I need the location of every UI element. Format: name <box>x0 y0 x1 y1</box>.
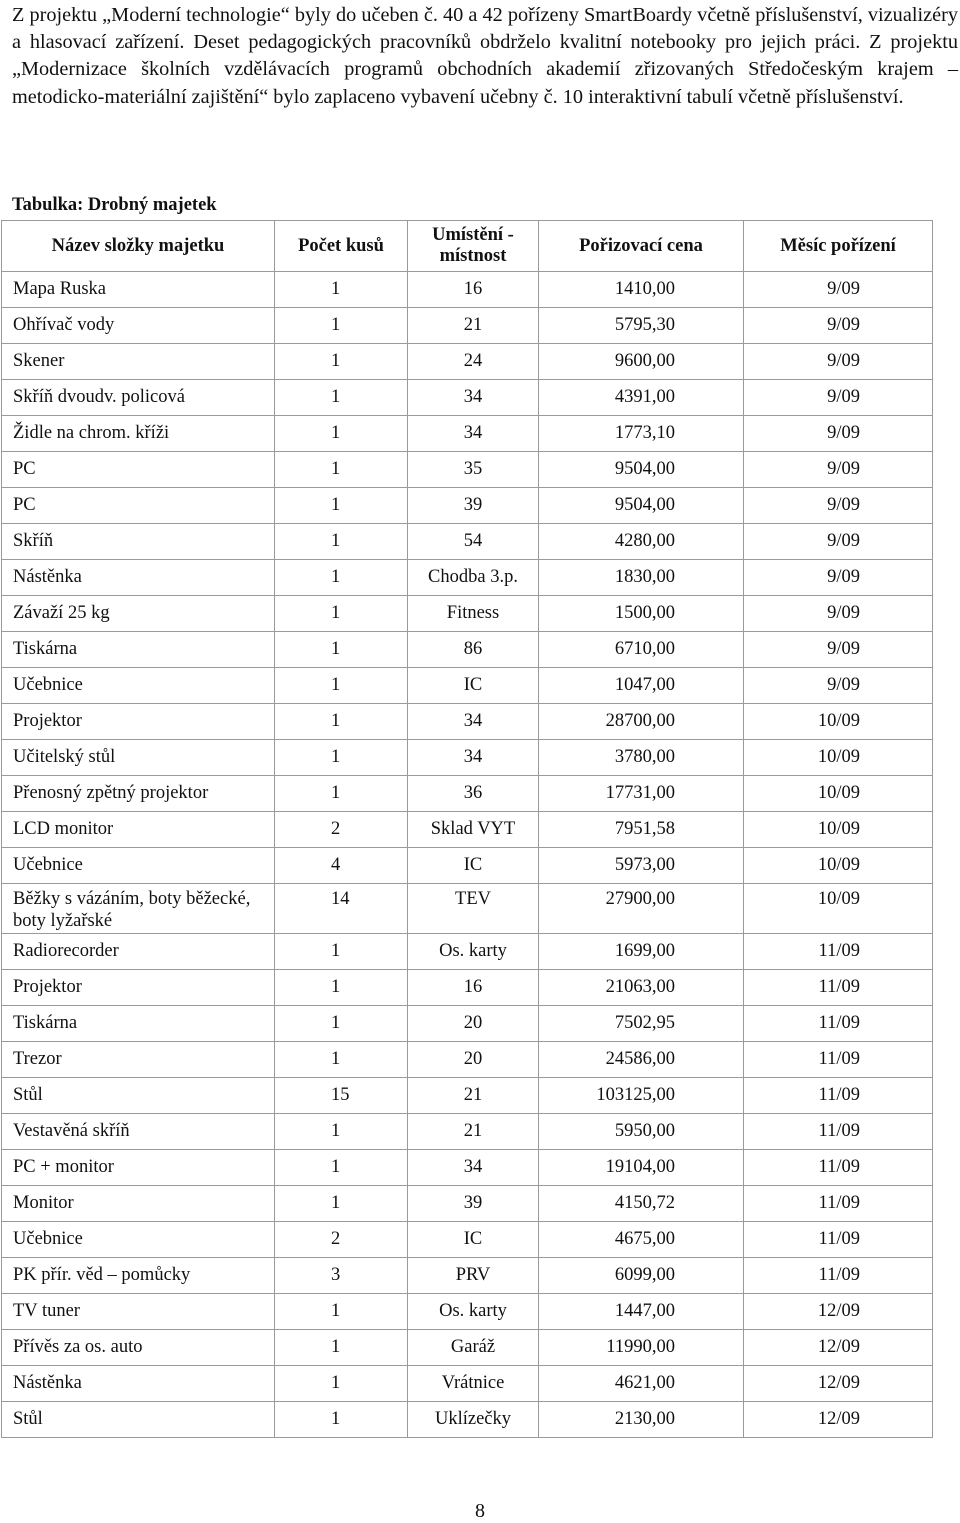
asset-table <box>1 220 933 1438</box>
cell-name: Mapa Ruska <box>2 272 275 308</box>
cell-quantity: 1 <box>275 452 408 488</box>
cell-location: 20 <box>408 1042 539 1078</box>
table-row <box>2 1186 933 1222</box>
cell-month: 9/09 <box>744 416 933 452</box>
cell-name: Skříň dvoudv. policová <box>2 380 275 416</box>
cell-month: 9/09 <box>744 596 933 632</box>
table-row <box>2 524 933 560</box>
cell-location: 39 <box>408 1186 539 1222</box>
cell-month: 11/09 <box>744 1186 933 1222</box>
cell-name: Stůl <box>2 1402 275 1438</box>
cell-quantity: 1 <box>275 596 408 632</box>
table-row <box>2 1402 933 1438</box>
cell-month: 10/09 <box>744 884 933 934</box>
cell-location: Os. karty <box>408 1294 539 1330</box>
cell-quantity: 1 <box>275 1042 408 1078</box>
cell-name: Stůl <box>2 1078 275 1114</box>
table-row <box>2 416 933 452</box>
cell-location: Garáž <box>408 1330 539 1366</box>
cell-quantity: 4 <box>275 848 408 884</box>
cell-name: Učebnice <box>2 1222 275 1258</box>
cell-price: 27900,00 <box>539 884 744 934</box>
cell-month: 11/09 <box>744 1006 933 1042</box>
cell-location: 34 <box>408 380 539 416</box>
cell-price: 6099,00 <box>539 1258 744 1294</box>
table-row <box>2 812 933 848</box>
cell-location: 39 <box>408 488 539 524</box>
cell-location: IC <box>408 848 539 884</box>
cell-month: 12/09 <box>744 1330 933 1366</box>
cell-month: 9/09 <box>744 488 933 524</box>
cell-quantity: 3 <box>275 1258 408 1294</box>
cell-quantity: 1 <box>275 704 408 740</box>
cell-month: 11/09 <box>744 1150 933 1186</box>
cell-price: 28700,00 <box>539 704 744 740</box>
table-row <box>2 1114 933 1150</box>
cell-location: 34 <box>408 416 539 452</box>
cell-location: IC <box>408 1222 539 1258</box>
cell-quantity: 2 <box>275 812 408 848</box>
cell-name: Závaží 25 kg <box>2 596 275 632</box>
cell-location: 36 <box>408 776 539 812</box>
cell-month: 12/09 <box>744 1402 933 1438</box>
cell-quantity: 1 <box>275 560 408 596</box>
cell-name: PK přír. věd – pomůcky <box>2 1258 275 1294</box>
cell-name: PC <box>2 488 275 524</box>
cell-month: 9/09 <box>744 380 933 416</box>
table-row <box>2 934 933 970</box>
cell-month: 11/09 <box>744 1078 933 1114</box>
table-row <box>2 740 933 776</box>
cell-month: 9/09 <box>744 632 933 668</box>
table-row <box>2 848 933 884</box>
cell-quantity: 1 <box>275 740 408 776</box>
cell-price: 11990,00 <box>539 1330 744 1366</box>
cell-month: 10/09 <box>744 812 933 848</box>
cell-price: 24586,00 <box>539 1042 744 1078</box>
cell-name: LCD monitor <box>2 812 275 848</box>
cell-price: 1500,00 <box>539 596 744 632</box>
cell-location: 35 <box>408 452 539 488</box>
cell-name: Tiskárna <box>2 632 275 668</box>
cell-quantity: 1 <box>275 344 408 380</box>
table-row <box>2 1150 933 1186</box>
intro-paragraph: Z projektu „Moderní technologie“ byly do učeben č. 40 a 42 pořízeny SmartBoardy včetně příslušenství, vizualizéry a hlasovací zařízení. Deset pedagogických pracovníků obdrželo kvalitní notebooky pro jejich práci. Z projektu „Modernizace školních vzdělávacích programů obchodních akademií zřizovaných Středočeským krajem – metodicko-materiální zajištění“ bylo zaplaceno vybavení učebny č. 10 interaktivní tabulí včetně příslušenství. <box>12 4 958 108</box>
table-row <box>2 1222 933 1258</box>
cell-month: 11/09 <box>744 1114 933 1150</box>
cell-quantity: 1 <box>275 1114 408 1150</box>
cell-name: Učebnice <box>2 668 275 704</box>
table-row <box>2 776 933 812</box>
cell-price: 1047,00 <box>539 668 744 704</box>
cell-quantity: 1 <box>275 1186 408 1222</box>
cell-price: 4675,00 <box>539 1222 744 1258</box>
cell-name: Trezor <box>2 1042 275 1078</box>
cell-month: 9/09 <box>744 452 933 488</box>
cell-quantity: 1 <box>275 1150 408 1186</box>
table-row <box>2 1366 933 1402</box>
cell-location: Vrátnice <box>408 1366 539 1402</box>
cell-month: 11/09 <box>744 1222 933 1258</box>
cell-price: 19104,00 <box>539 1150 744 1186</box>
cell-quantity: 1 <box>275 488 408 524</box>
cell-name: Tiskárna <box>2 1006 275 1042</box>
cell-price: 17731,00 <box>539 776 744 812</box>
cell-name: Běžky s vázáním, boty běžecké, boty lyžařské <box>2 884 275 934</box>
cell-name: TV tuner <box>2 1294 275 1330</box>
cell-location: 21 <box>408 1114 539 1150</box>
cell-location: Os. karty <box>408 934 539 970</box>
cell-price: 103125,00 <box>539 1078 744 1114</box>
cell-quantity: 1 <box>275 524 408 560</box>
table-row <box>2 1006 933 1042</box>
cell-price: 4280,00 <box>539 524 744 560</box>
cell-location: TEV <box>408 884 539 934</box>
cell-location: Sklad VYT <box>408 812 539 848</box>
cell-quantity: 1 <box>275 776 408 812</box>
cell-price: 5973,00 <box>539 848 744 884</box>
cell-quantity: 1 <box>275 1294 408 1330</box>
header-price: Pořizovací cena <box>539 221 744 272</box>
cell-location: 24 <box>408 344 539 380</box>
cell-month: 9/09 <box>744 308 933 344</box>
table-row <box>2 380 933 416</box>
cell-name: Skříň <box>2 524 275 560</box>
cell-name: Projektor <box>2 704 275 740</box>
cell-quantity: 1 <box>275 934 408 970</box>
cell-quantity: 15 <box>275 1078 408 1114</box>
table-caption: Tabulka: Drobný majetek <box>12 195 217 215</box>
table-row <box>2 668 933 704</box>
cell-price: 1830,00 <box>539 560 744 596</box>
cell-name: Přenosný zpětný projektor <box>2 776 275 812</box>
table-row <box>2 1258 933 1294</box>
cell-price: 4150,72 <box>539 1186 744 1222</box>
cell-price: 5795,30 <box>539 308 744 344</box>
cell-price: 2130,00 <box>539 1402 744 1438</box>
cell-price: 9504,00 <box>539 488 744 524</box>
cell-price: 7951,58 <box>539 812 744 848</box>
cell-price: 4391,00 <box>539 380 744 416</box>
cell-quantity: 1 <box>275 308 408 344</box>
cell-price: 4621,00 <box>539 1366 744 1402</box>
cell-location: Fitness <box>408 596 539 632</box>
cell-month: 10/09 <box>744 776 933 812</box>
cell-quantity: 1 <box>275 1006 408 1042</box>
cell-quantity: 2 <box>275 1222 408 1258</box>
cell-name: PC <box>2 452 275 488</box>
cell-quantity: 1 <box>275 970 408 1006</box>
cell-name: Židle na chrom. kříži <box>2 416 275 452</box>
cell-location: PRV <box>408 1258 539 1294</box>
cell-price: 1699,00 <box>539 934 744 970</box>
cell-location: 34 <box>408 704 539 740</box>
cell-price: 1410,00 <box>539 272 744 308</box>
cell-location: Chodba 3.p. <box>408 560 539 596</box>
table-row <box>2 272 933 308</box>
cell-location: 86 <box>408 632 539 668</box>
cell-quantity: 1 <box>275 668 408 704</box>
page-number: 8 <box>475 1500 485 1522</box>
table-header-row <box>2 221 933 272</box>
cell-month: 11/09 <box>744 1258 933 1294</box>
cell-location: 34 <box>408 740 539 776</box>
header-name: Název složky majetku <box>2 221 275 272</box>
cell-name: Učebnice <box>2 848 275 884</box>
cell-location: 16 <box>408 970 539 1006</box>
cell-quantity: 1 <box>275 632 408 668</box>
cell-month: 12/09 <box>744 1366 933 1402</box>
cell-price: 1447,00 <box>539 1294 744 1330</box>
cell-name: Učitelský stůl <box>2 740 275 776</box>
cell-price: 9600,00 <box>539 344 744 380</box>
cell-month: 9/09 <box>744 560 933 596</box>
cell-price: 9504,00 <box>539 452 744 488</box>
cell-location: 20 <box>408 1006 539 1042</box>
table-row <box>2 560 933 596</box>
cell-price: 7502,95 <box>539 1006 744 1042</box>
table-row <box>2 344 933 380</box>
cell-month: 9/09 <box>744 668 933 704</box>
table-row <box>2 632 933 668</box>
cell-location: 21 <box>408 308 539 344</box>
cell-name: Monitor <box>2 1186 275 1222</box>
cell-quantity: 1 <box>275 416 408 452</box>
cell-quantity: 1 <box>275 1366 408 1402</box>
cell-location: 21 <box>408 1078 539 1114</box>
cell-name: PC + monitor <box>2 1150 275 1186</box>
cell-quantity: 1 <box>275 272 408 308</box>
table-row <box>2 970 933 1006</box>
cell-location: Uklízečky <box>408 1402 539 1438</box>
cell-location: 16 <box>408 272 539 308</box>
table-row <box>2 1294 933 1330</box>
table-row <box>2 1078 933 1114</box>
cell-name: Radiorecorder <box>2 934 275 970</box>
cell-name: Skener <box>2 344 275 380</box>
cell-month: 10/09 <box>744 848 933 884</box>
cell-month: 10/09 <box>744 740 933 776</box>
cell-month: 9/09 <box>744 344 933 380</box>
cell-name: Přívěs za os. auto <box>2 1330 275 1366</box>
cell-name: Ohřívač vody <box>2 308 275 344</box>
cell-month: 9/09 <box>744 272 933 308</box>
cell-month: 9/09 <box>744 524 933 560</box>
cell-quantity: 1 <box>275 1330 408 1366</box>
cell-location: IC <box>408 668 539 704</box>
table-row <box>2 488 933 524</box>
cell-price: 1773,10 <box>539 416 744 452</box>
cell-name: Projektor <box>2 970 275 1006</box>
header-location: Umístění - místnost <box>408 221 539 272</box>
table-row <box>2 1042 933 1078</box>
table-row <box>2 308 933 344</box>
cell-price: 5950,00 <box>539 1114 744 1150</box>
table-row <box>2 1330 933 1366</box>
cell-month: 12/09 <box>744 1294 933 1330</box>
table-row <box>2 704 933 740</box>
cell-month: 11/09 <box>744 970 933 1006</box>
cell-name: Vestavěná skříň <box>2 1114 275 1150</box>
header-month: Měsíc pořízení <box>744 221 933 272</box>
cell-month: 10/09 <box>744 704 933 740</box>
table-row <box>2 884 933 934</box>
cell-quantity: 1 <box>275 1402 408 1438</box>
cell-price: 3780,00 <box>539 740 744 776</box>
table-row <box>2 452 933 488</box>
table-body <box>2 272 933 1438</box>
header-quantity: Počet kusů <box>275 221 408 272</box>
cell-quantity: 1 <box>275 380 408 416</box>
cell-name: Nástěnka <box>2 560 275 596</box>
cell-month: 11/09 <box>744 1042 933 1078</box>
cell-name: Nástěnka <box>2 1366 275 1402</box>
cell-month: 11/09 <box>744 934 933 970</box>
table-row <box>2 596 933 632</box>
cell-price: 6710,00 <box>539 632 744 668</box>
cell-location: 34 <box>408 1150 539 1186</box>
cell-quantity: 14 <box>275 884 408 934</box>
cell-location: 54 <box>408 524 539 560</box>
cell-price: 21063,00 <box>539 970 744 1006</box>
